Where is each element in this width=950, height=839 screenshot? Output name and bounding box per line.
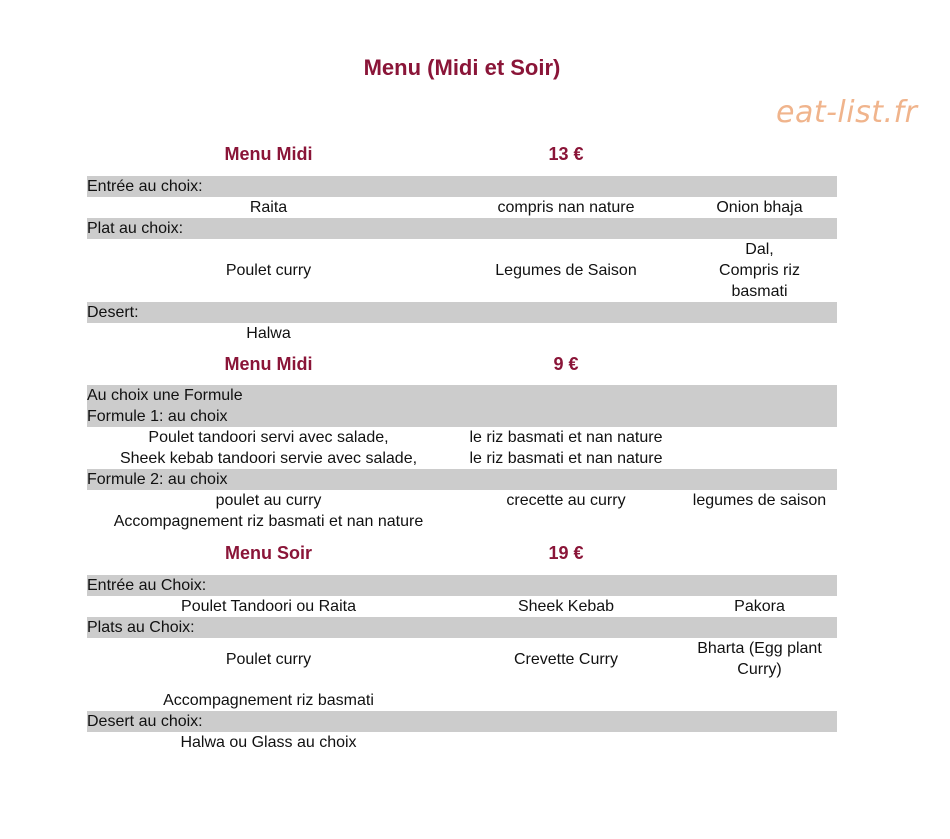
site-watermark: eat-list.fr [776, 95, 918, 130]
menu-item-line: Bharta (Egg plant [697, 640, 822, 657]
menu-price: 13 € [548, 144, 584, 164]
section-label-text: Plat au choix: [87, 220, 184, 237]
menu-name: Menu Midi [224, 144, 313, 164]
menu-item: Poulet tandoori servi avec salade, [148, 429, 389, 446]
menu-row [87, 448, 837, 469]
section-label [87, 218, 837, 239]
section-label-text: Entrée au Choix: [87, 577, 207, 594]
section-label-text: Desert au choix: [87, 713, 203, 730]
menu-item: Poulet curry [225, 650, 312, 668]
section-label [87, 176, 837, 197]
section-label [87, 469, 837, 490]
section-label-text: Desert: [87, 304, 139, 321]
menu-item-line: basmati [731, 283, 788, 300]
section-label [87, 575, 837, 596]
menu-item: crecette au curry [506, 492, 626, 509]
section-label [87, 385, 837, 406]
menu-row [87, 638, 837, 680]
menu-item: legumes de saison [692, 492, 827, 509]
menu-item: Accompagnement riz basmati [163, 692, 374, 709]
menu-item-line: Compris riz [719, 262, 800, 279]
menu-row [87, 239, 837, 302]
menu-item-line: Dal, [745, 241, 774, 258]
section-label-text: Entrée au choix: [87, 178, 203, 195]
menu-row [87, 511, 837, 532]
menu-item: Onion bhaja [716, 199, 803, 216]
menu-item [682, 638, 837, 680]
menu-row [87, 427, 837, 448]
menu-item: le riz basmati et nan nature [469, 450, 663, 467]
menu-item: compris nan nature [497, 199, 635, 216]
page-title: Menu (Midi et Soir) [363, 55, 561, 80]
section-label-text: Formule 2: au choix [87, 471, 228, 488]
menu-item [682, 239, 837, 302]
menu-row [87, 490, 837, 511]
menu-row [87, 197, 837, 218]
menu-item: le riz basmati et nan nature [469, 429, 663, 446]
menu-price: 19 € [548, 543, 584, 563]
menu-item: Crevette Curry [513, 650, 619, 668]
menu-name: Menu Soir [224, 543, 312, 563]
menu-name: Menu Midi [224, 354, 313, 374]
menu-item-line: Curry) [737, 661, 782, 678]
menu-header [87, 133, 837, 176]
menu-row [87, 596, 837, 617]
menu-item: Accompagnement riz basmati et nan nature [113, 513, 424, 530]
section-label [87, 711, 837, 732]
section-label-text: Plats au Choix: [87, 619, 195, 636]
menu-row [87, 680, 837, 711]
menu-item: Pakora [734, 598, 785, 615]
menu-header [87, 532, 837, 575]
section-label [87, 406, 837, 427]
menu-row [87, 323, 837, 344]
section-label [87, 302, 837, 323]
menu-table [87, 133, 837, 753]
menu-item: Raita [249, 199, 288, 216]
menu-row [87, 732, 837, 753]
menu-price: 9 € [553, 354, 579, 374]
menu-item: Sheek kebab tandoori servie avec salade, [119, 450, 418, 467]
menu-item: Halwa ou Glass au choix [180, 734, 357, 751]
menu-item: poulet au curry [215, 492, 322, 509]
section-label [87, 617, 837, 638]
menu-header [87, 344, 837, 385]
section-label-text: Au choix une Formule [87, 387, 243, 404]
menu-item: Poulet curry [225, 262, 312, 279]
menu-item: Halwa [246, 325, 291, 342]
menu-item: Legumes de Saison [495, 262, 637, 279]
menu-item: Poulet Tandoori ou Raita [181, 598, 356, 615]
menu-item: Sheek Kebab [517, 598, 615, 615]
section-label-text: Formule 1: au choix [87, 408, 228, 425]
